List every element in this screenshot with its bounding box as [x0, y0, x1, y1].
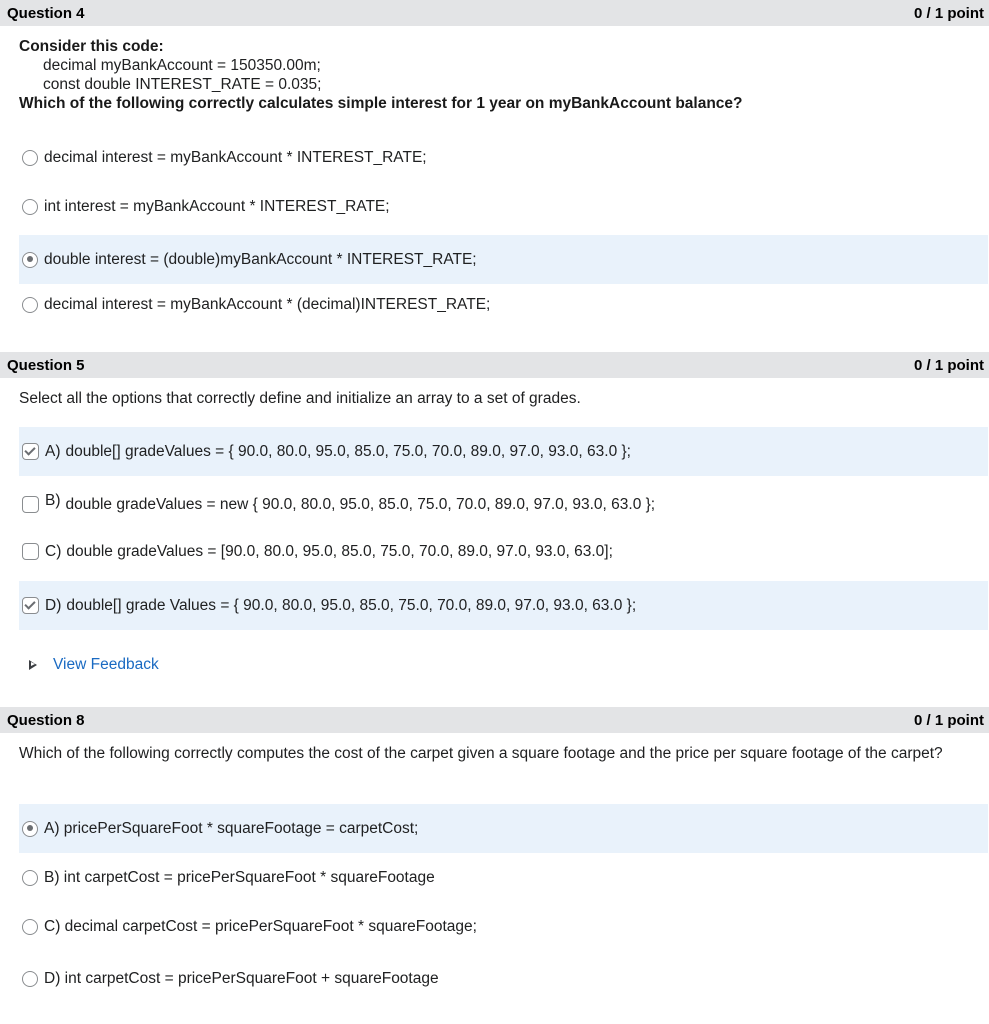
option-text: int interest = myBankAccount * INTEREST_RATE; — [44, 197, 390, 215]
prompt-lead: Consider this code: — [19, 38, 164, 55]
option-text: double interest = (double)myBankAccount * INTEREST_RATE; — [44, 250, 477, 268]
option-label: C) — [45, 542, 62, 560]
question-title: Question 8 — [7, 711, 85, 729]
option-text: D) int carpetCost = pricePerSquareFoot + squareFootage — [44, 969, 439, 987]
question-score: 0 / 1 point — [913, 711, 984, 729]
checkbox-option-c[interactable] — [19, 527, 988, 576]
question-prompt: Which of the following correctly computes the cost of the carpet given a square footage and the price per square footage of the carpet? — [19, 745, 943, 762]
question-score: 0 / 1 point — [913, 4, 984, 22]
option-text: double gradeValues = new { 90.0, 80.0, 95.0, 85.0, 75.0, 70.0, 89.0, 97.0, 93.0, 63.0 }; — [65, 495, 656, 513]
checkbox-option-a[interactable] — [19, 427, 988, 476]
radio-button[interactable] — [22, 297, 38, 313]
checkbox-checked[interactable] — [22, 443, 39, 460]
checkbox-checked[interactable] — [22, 597, 39, 614]
question-score: 0 / 1 point — [913, 356, 984, 374]
question-header — [0, 0, 989, 26]
radio-button[interactable] — [22, 919, 38, 935]
view-feedback-label[interactable]: View Feedback — [53, 656, 159, 673]
question-prompt: Select all the options that correctly define and initialize an array to a set of grades. — [19, 390, 581, 407]
option-text: decimal interest = myBankAccount * (decimal)INTEREST_RATE; — [44, 295, 491, 313]
question-prompt — [19, 37, 989, 113]
code-line: const double INTEREST_RATE = 0.035; — [43, 76, 322, 93]
answer-option-b[interactable] — [19, 853, 988, 902]
question-4 — [0, 0, 989, 113]
checkbox[interactable] — [22, 543, 39, 560]
option-text: B) int carpetCost = pricePerSquareFoot * squareFootage — [44, 868, 435, 886]
checkbox-option-b[interactable] — [19, 480, 988, 529]
checkbox-option-d[interactable] — [19, 581, 988, 630]
option-text: decimal interest = myBankAccount * INTEREST_RATE; — [44, 148, 427, 166]
answer-option-4[interactable] — [19, 280, 988, 329]
expand-triangle-icon[interactable] — [29, 660, 37, 670]
question-8 — [0, 707, 989, 733]
option-label: A) — [45, 442, 61, 460]
question-5 — [0, 352, 989, 378]
option-text: double gradeValues = [90.0, 80.0, 95.0, 85.0, 75.0, 70.0, 89.0, 97.0, 93.0, 63.0]; — [66, 542, 613, 560]
option-label: B) — [45, 491, 61, 509]
question-title: Question 4 — [7, 4, 85, 22]
option-label: D) — [45, 596, 62, 614]
answer-option-3[interactable] — [19, 235, 988, 284]
answer-option-a[interactable] — [19, 804, 988, 853]
answer-option-d[interactable] — [19, 954, 988, 1003]
option-text: A) pricePerSquareFoot * squareFootage = carpetCost; — [44, 819, 419, 837]
radio-button[interactable] — [22, 150, 38, 166]
answer-option-c[interactable] — [19, 902, 988, 951]
option-text: C) decimal carpetCost = pricePerSquareFoot * squareFootage; — [44, 917, 477, 935]
code-line: decimal myBankAccount = 150350.00m; — [43, 57, 321, 74]
question-header — [0, 352, 989, 378]
radio-button[interactable] — [22, 971, 38, 987]
answer-option-1[interactable] — [19, 133, 988, 182]
view-feedback-link[interactable] — [29, 656, 159, 674]
answer-option-2[interactable] — [19, 182, 988, 231]
question-header — [0, 707, 989, 733]
question-title: Question 5 — [7, 356, 85, 374]
radio-button-selected[interactable] — [22, 252, 38, 268]
radio-button-selected[interactable] — [22, 821, 38, 837]
option-text: double[] gradeValues = { 90.0, 80.0, 95.0, 85.0, 75.0, 70.0, 89.0, 97.0, 93.0, 63.0 }; — [65, 442, 631, 460]
checkbox[interactable] — [22, 496, 39, 513]
radio-button[interactable] — [22, 199, 38, 215]
radio-button[interactable] — [22, 870, 38, 886]
option-text: double[] grade Values = { 90.0, 80.0, 95.0, 85.0, 75.0, 70.0, 89.0, 97.0, 93.0, 63.0 }; — [66, 596, 637, 614]
prompt-question: Which of the following correctly calculates simple interest for 1 year on myBankAccount balance? — [19, 95, 743, 112]
